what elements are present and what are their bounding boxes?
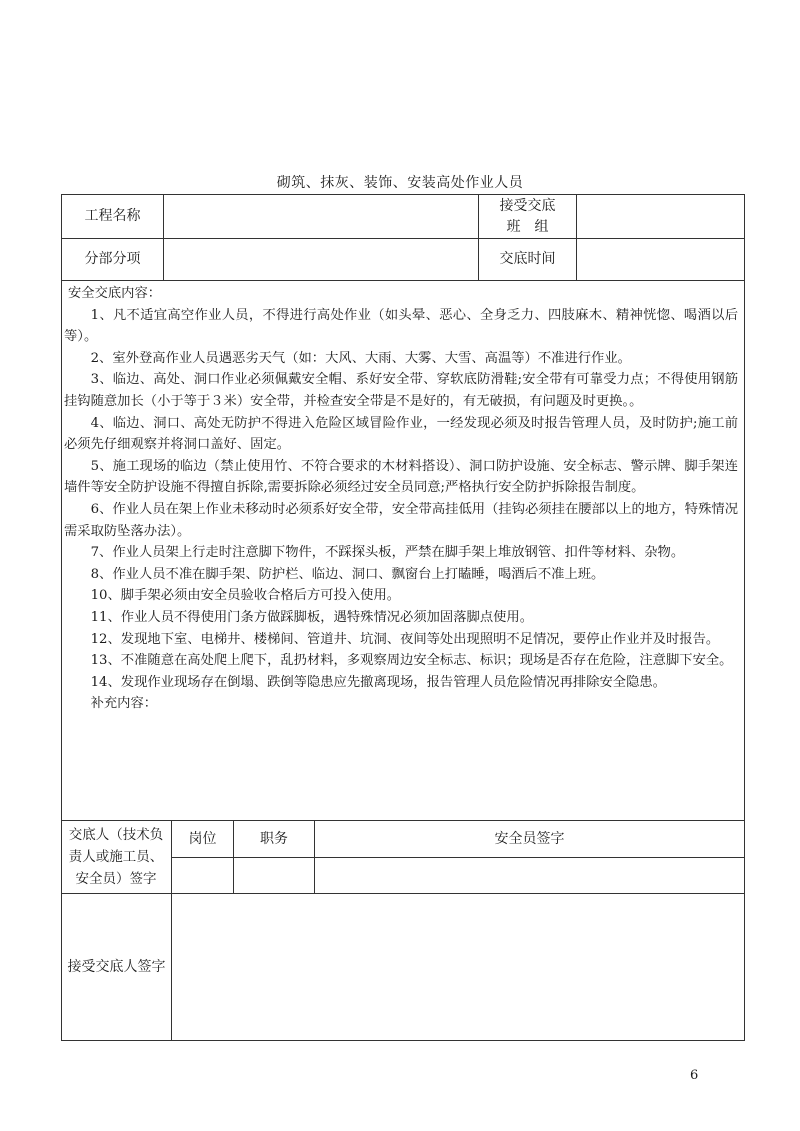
content-item: 10、脚手架必须由安全员验收合格后方可投入使用。 xyxy=(90,588,401,604)
section-field[interactable] xyxy=(164,239,478,280)
duty-field[interactable] xyxy=(234,858,314,893)
section-label: 分部分项 xyxy=(84,251,141,268)
content-item: 2、室外登高作业人员遇恶劣天气（如：大风、大雨、大雾、大雪、高温等）不准进行作业。 xyxy=(90,350,631,366)
content-item: 8、作业人员不准在脚手架、防护栏、临边、洞口、飘窗台上打瞌睡，喝酒后不准上班。 xyxy=(90,566,605,582)
post-label: 岗位 xyxy=(188,830,217,847)
row-divider xyxy=(61,280,745,281)
project-name-field[interactable] xyxy=(164,195,478,238)
duty-label: 职务 xyxy=(260,830,288,847)
receiving-team-label xyxy=(479,195,576,238)
content-item: 14、发现作业现场存在倒塌、跌倒等隐患应先撤离现场，报告管理人员危险情况再排除安全隐患。 xyxy=(90,674,666,690)
content-item: 7、作业人员架上行走时注意脚下物件，不踩探头板，严禁在脚手架上堆放钢管、扣件等材料、杂物。 xyxy=(90,545,685,561)
form-title: 砌筑、抹灰、装饰、安装高处作业人员 xyxy=(276,175,524,191)
briefing-time-field[interactable] xyxy=(577,239,744,280)
content-item: 1、凡不适宜高空作业人员，不得进行高处作业（如头晕、恶心、全身乏力、四肢麻木、精神恍惚、喝酒以后等）。 xyxy=(64,307,738,345)
safety-officer-signature-label: 安全员签字 xyxy=(494,830,565,847)
content-item: 11、作业人员不得使用门条方做踩脚板，遇特殊情况必须加固落脚点使用。 xyxy=(90,609,534,625)
supplement-label: 补充内容： xyxy=(90,696,158,712)
briefer-signature-label: 交底人（技术负责人或施工员、安全员）签字 xyxy=(68,827,164,887)
content-item: 13、不准随意在高处爬上爬下，乱扔材料，多观察周边安全标志、标识；现场是否存在危险，注意脚下安全。 xyxy=(90,653,733,669)
receiver-signature-label: 接受交底人签字 xyxy=(67,958,166,975)
project-name-label: 工程名称 xyxy=(84,208,141,225)
page-number: 6 xyxy=(690,1068,699,1083)
content-item: 4、临边、洞口、高处无防护不得进入危险区域冒险作业，一经发现必须及时报告管理人员，及时防护;施工前必须先仔细观察并将洞口盖好、固定。 xyxy=(64,415,738,453)
post-field[interactable] xyxy=(172,858,233,893)
receiving-team-label-line2: 班 组 xyxy=(506,218,549,235)
briefing-time-label: 交底时间 xyxy=(499,251,556,268)
receiver-signature-field[interactable] xyxy=(172,894,744,1040)
content-item: 6、作业人员在架上作业未移动时必须系好安全带，安全带高挂低用（挂钩必须挂在腰部以上的地方，特殊情况需采取防坠落办法）。 xyxy=(64,501,738,539)
safety-officer-signature-field[interactable] xyxy=(315,858,744,893)
content-item: 3、临边、高处、洞口作业必须佩戴安全帽、系好安全带、穿软底防滑鞋;安全带有可靠受力点；不得使用钢筋挂钩随意加长（小于等于３米）安全带，并检查安全带是不是好的，有无破损，有问题及时更换。。 xyxy=(64,372,738,409)
content-item: 5、施工现场的临边（禁止使用竹、不符合要求的木材料搭设）、洞口防护设施、安全标志、警示牌、脚手架连墙件等安全防护设施不得擅自拆除,需要拆除必须经过安全员同意;严格执行安全防护拆除报告制度。 xyxy=(64,458,738,496)
content-heading: 安全交底内容： xyxy=(67,286,162,301)
receiving-team-label-line1: 接受交底 xyxy=(499,197,556,214)
content-item: 12、发现地下室、电梯井、楼梯间、管道井、坑洞、夜间等处出现照明不足情况，要停止作业并及时报告。 xyxy=(90,631,720,647)
safety-content xyxy=(64,283,738,715)
receiving-team-field[interactable] xyxy=(577,195,744,238)
